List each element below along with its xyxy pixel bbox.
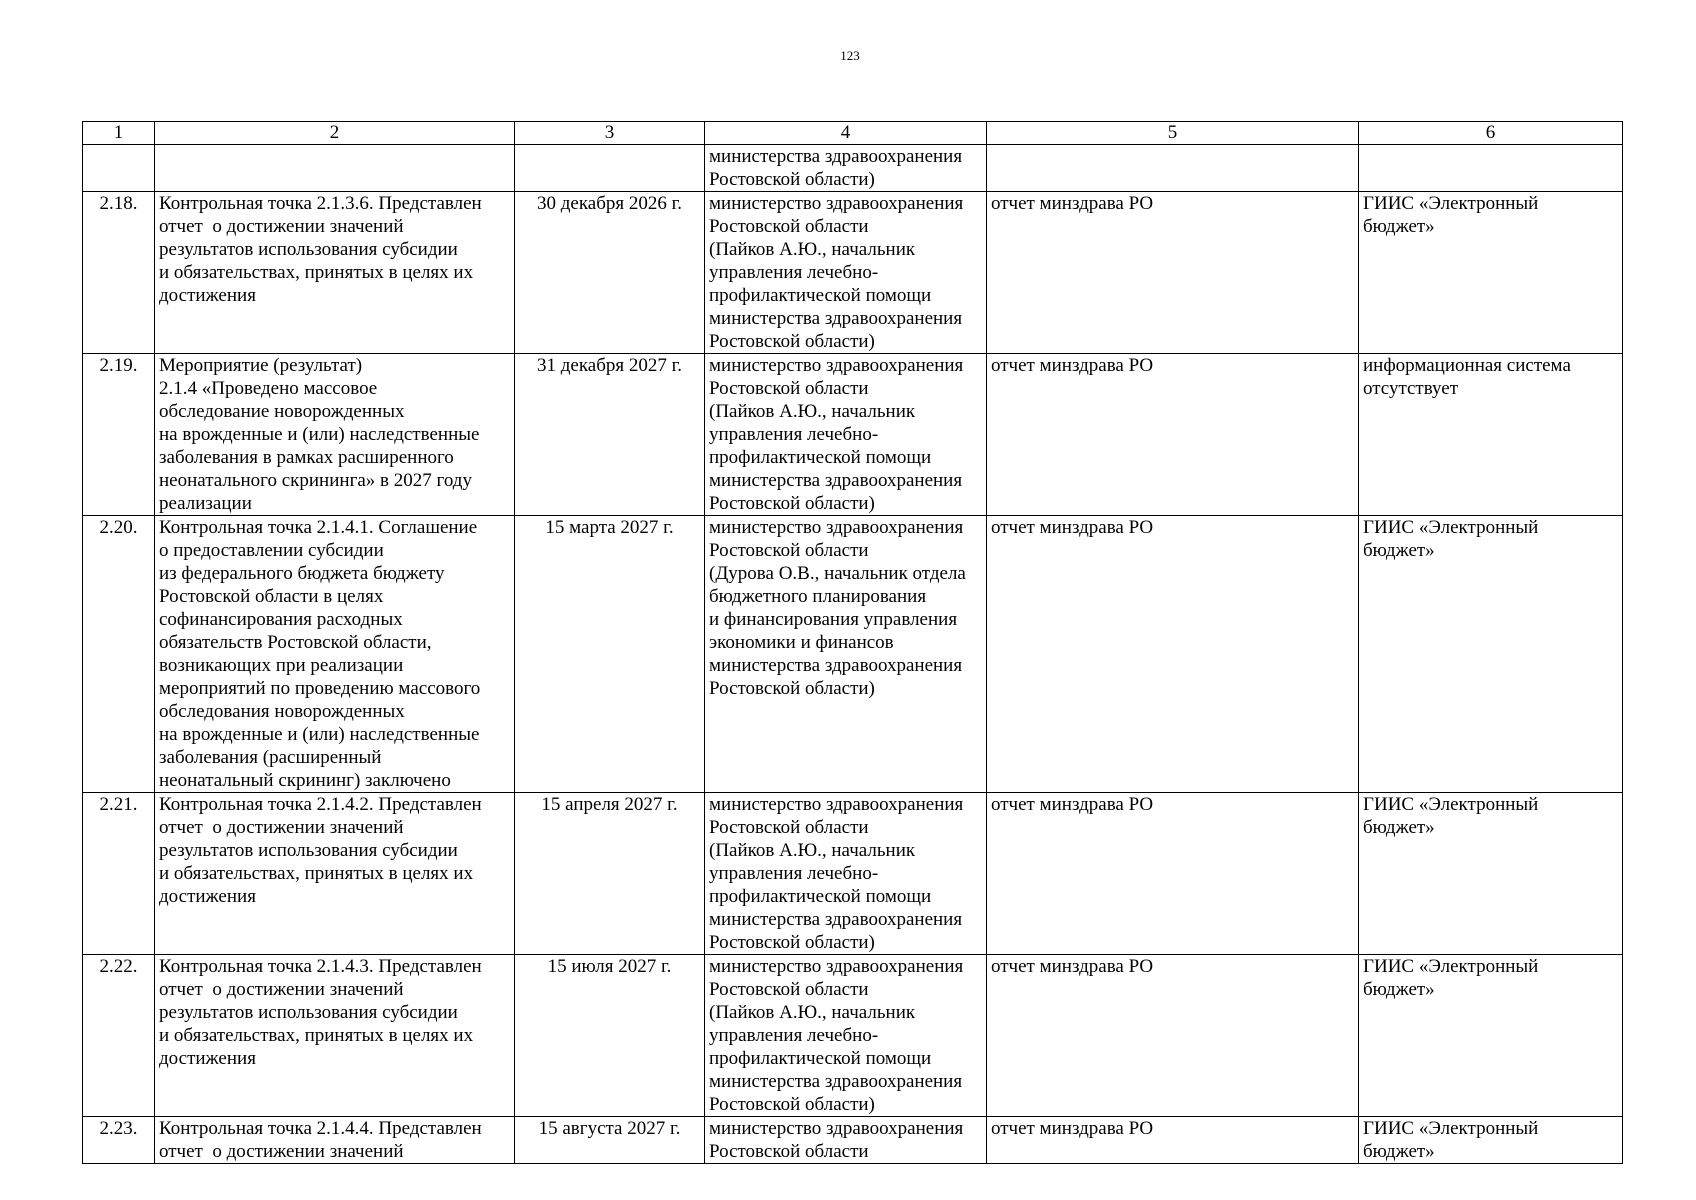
system-cell: ГИИС «Электронный бюджет»	[1359, 516, 1623, 793]
page-number: 123	[840, 48, 860, 63]
table-row	[83, 516, 1623, 793]
column-header: 5	[987, 122, 1359, 145]
system-cell	[1359, 145, 1623, 192]
table-row	[83, 354, 1623, 516]
table-row	[83, 955, 1623, 1117]
table-row	[83, 192, 1623, 354]
document-cell: отчет минздрава РО	[987, 516, 1359, 793]
system-cell: ГИИС «Электронный бюджет»	[1359, 955, 1623, 1117]
table-row	[83, 145, 1623, 192]
responsible-cell: министерство здравоохранения Ростовской области (Пайков А.Ю., начальник управления лечебно- профилактической помощи министерства здравоохранения Ростовской области)	[705, 793, 987, 955]
row-number: 2.20.	[83, 516, 155, 793]
event-cell: Контрольная точка 2.1.4.1. Соглашение о предоставлении субсидии из федерального бюджета бюджету Ростовской области в целях софинансирования расходных обязательств Ростовской области, возникающих при реализации мероприятий по проведению массового обследования новорожденных на врожденные и (или) наследственные заболевания (расширенный неонатальный скрининг) заключено	[155, 516, 515, 793]
responsible-cell: министерства здравоохранения Ростовской области)	[705, 145, 987, 192]
date-cell	[515, 145, 705, 192]
responsible-cell: министерство здравоохранения Ростовской области (Пайков А.Ю., начальник управления лечебно- профилактической помощи министерства здравоохранения Ростовской области)	[705, 354, 987, 516]
row-number	[83, 145, 155, 192]
date-cell: 15 июля 2027 г.	[515, 955, 705, 1117]
column-header: 6	[1359, 122, 1623, 145]
table-row	[83, 1117, 1623, 1164]
document-cell: отчет минздрава РО	[987, 192, 1359, 354]
document-cell: отчет минздрава РО	[987, 793, 1359, 955]
date-cell: 15 августа 2027 г.	[515, 1117, 705, 1164]
table-row	[83, 793, 1623, 955]
date-cell: 30 декабря 2026 г.	[515, 192, 705, 354]
row-number: 2.22.	[83, 955, 155, 1117]
system-cell: ГИИС «Электронный бюджет»	[1359, 192, 1623, 354]
event-cell: Контрольная точка 2.1.3.6. Представлен отчет о достижении значений результатов использования субсидии и обязательствах, принятых в целях их достижения	[155, 192, 515, 354]
column-header: 4	[705, 122, 987, 145]
responsible-cell: министерство здравоохранения Ростовской области	[705, 1117, 987, 1164]
responsible-cell: министерство здравоохранения Ростовской области (Пайков А.Ю., начальник управления лечебно- профилактической помощи министерства здравоохранения Ростовской области)	[705, 192, 987, 354]
system-cell: ГИИС «Электронный бюджет»	[1359, 1117, 1623, 1164]
event-cell: Контрольная точка 2.1.4.2. Представлен отчет о достижении значений результатов использования субсидии и обязательствах, принятых в целях их достижения	[155, 793, 515, 955]
row-number: 2.21.	[83, 793, 155, 955]
event-cell	[155, 145, 515, 192]
system-cell: ГИИС «Электронный бюджет»	[1359, 793, 1623, 955]
date-cell: 31 декабря 2027 г.	[515, 354, 705, 516]
column-header: 3	[515, 122, 705, 145]
system-cell: информационная система отсутствует	[1359, 354, 1623, 516]
column-header: 2	[155, 122, 515, 145]
event-cell: Контрольная точка 2.1.4.3. Представлен отчет о достижении значений результатов использования субсидии и обязательствах, принятых в целях их достижения	[155, 955, 515, 1117]
date-cell: 15 апреля 2027 г.	[515, 793, 705, 955]
responsible-cell: министерство здравоохранения Ростовской области (Дурова О.В., начальник отдела бюджетного планирования и финансирования управления экономики и финансов министерства здравоохранения Ростовской области)	[705, 516, 987, 793]
plan-table	[82, 121, 1623, 1164]
column-number-row	[83, 122, 1623, 145]
row-number: 2.18.	[83, 192, 155, 354]
event-cell: Мероприятие (результат) 2.1.4 «Проведено массовое обследование новорожденных на врожденные и (или) наследственные заболевания в рамках расширенного неонатального скрининга» в 2027 году реализации	[155, 354, 515, 516]
document-cell: отчет минздрава РО	[987, 955, 1359, 1117]
document-cell	[987, 145, 1359, 192]
event-cell: Контрольная точка 2.1.4.4. Представлен отчет о достижении значений	[155, 1117, 515, 1164]
row-number: 2.23.	[83, 1117, 155, 1164]
column-header: 1	[83, 122, 155, 145]
responsible-cell: министерство здравоохранения Ростовской области (Пайков А.Ю., начальник управления лечебно- профилактической помощи министерства здравоохранения Ростовской области)	[705, 955, 987, 1117]
date-cell: 15 марта 2027 г.	[515, 516, 705, 793]
document-cell: отчет минздрава РО	[987, 354, 1359, 516]
document-cell: отчет минздрава РО	[987, 1117, 1359, 1164]
row-number: 2.19.	[83, 354, 155, 516]
